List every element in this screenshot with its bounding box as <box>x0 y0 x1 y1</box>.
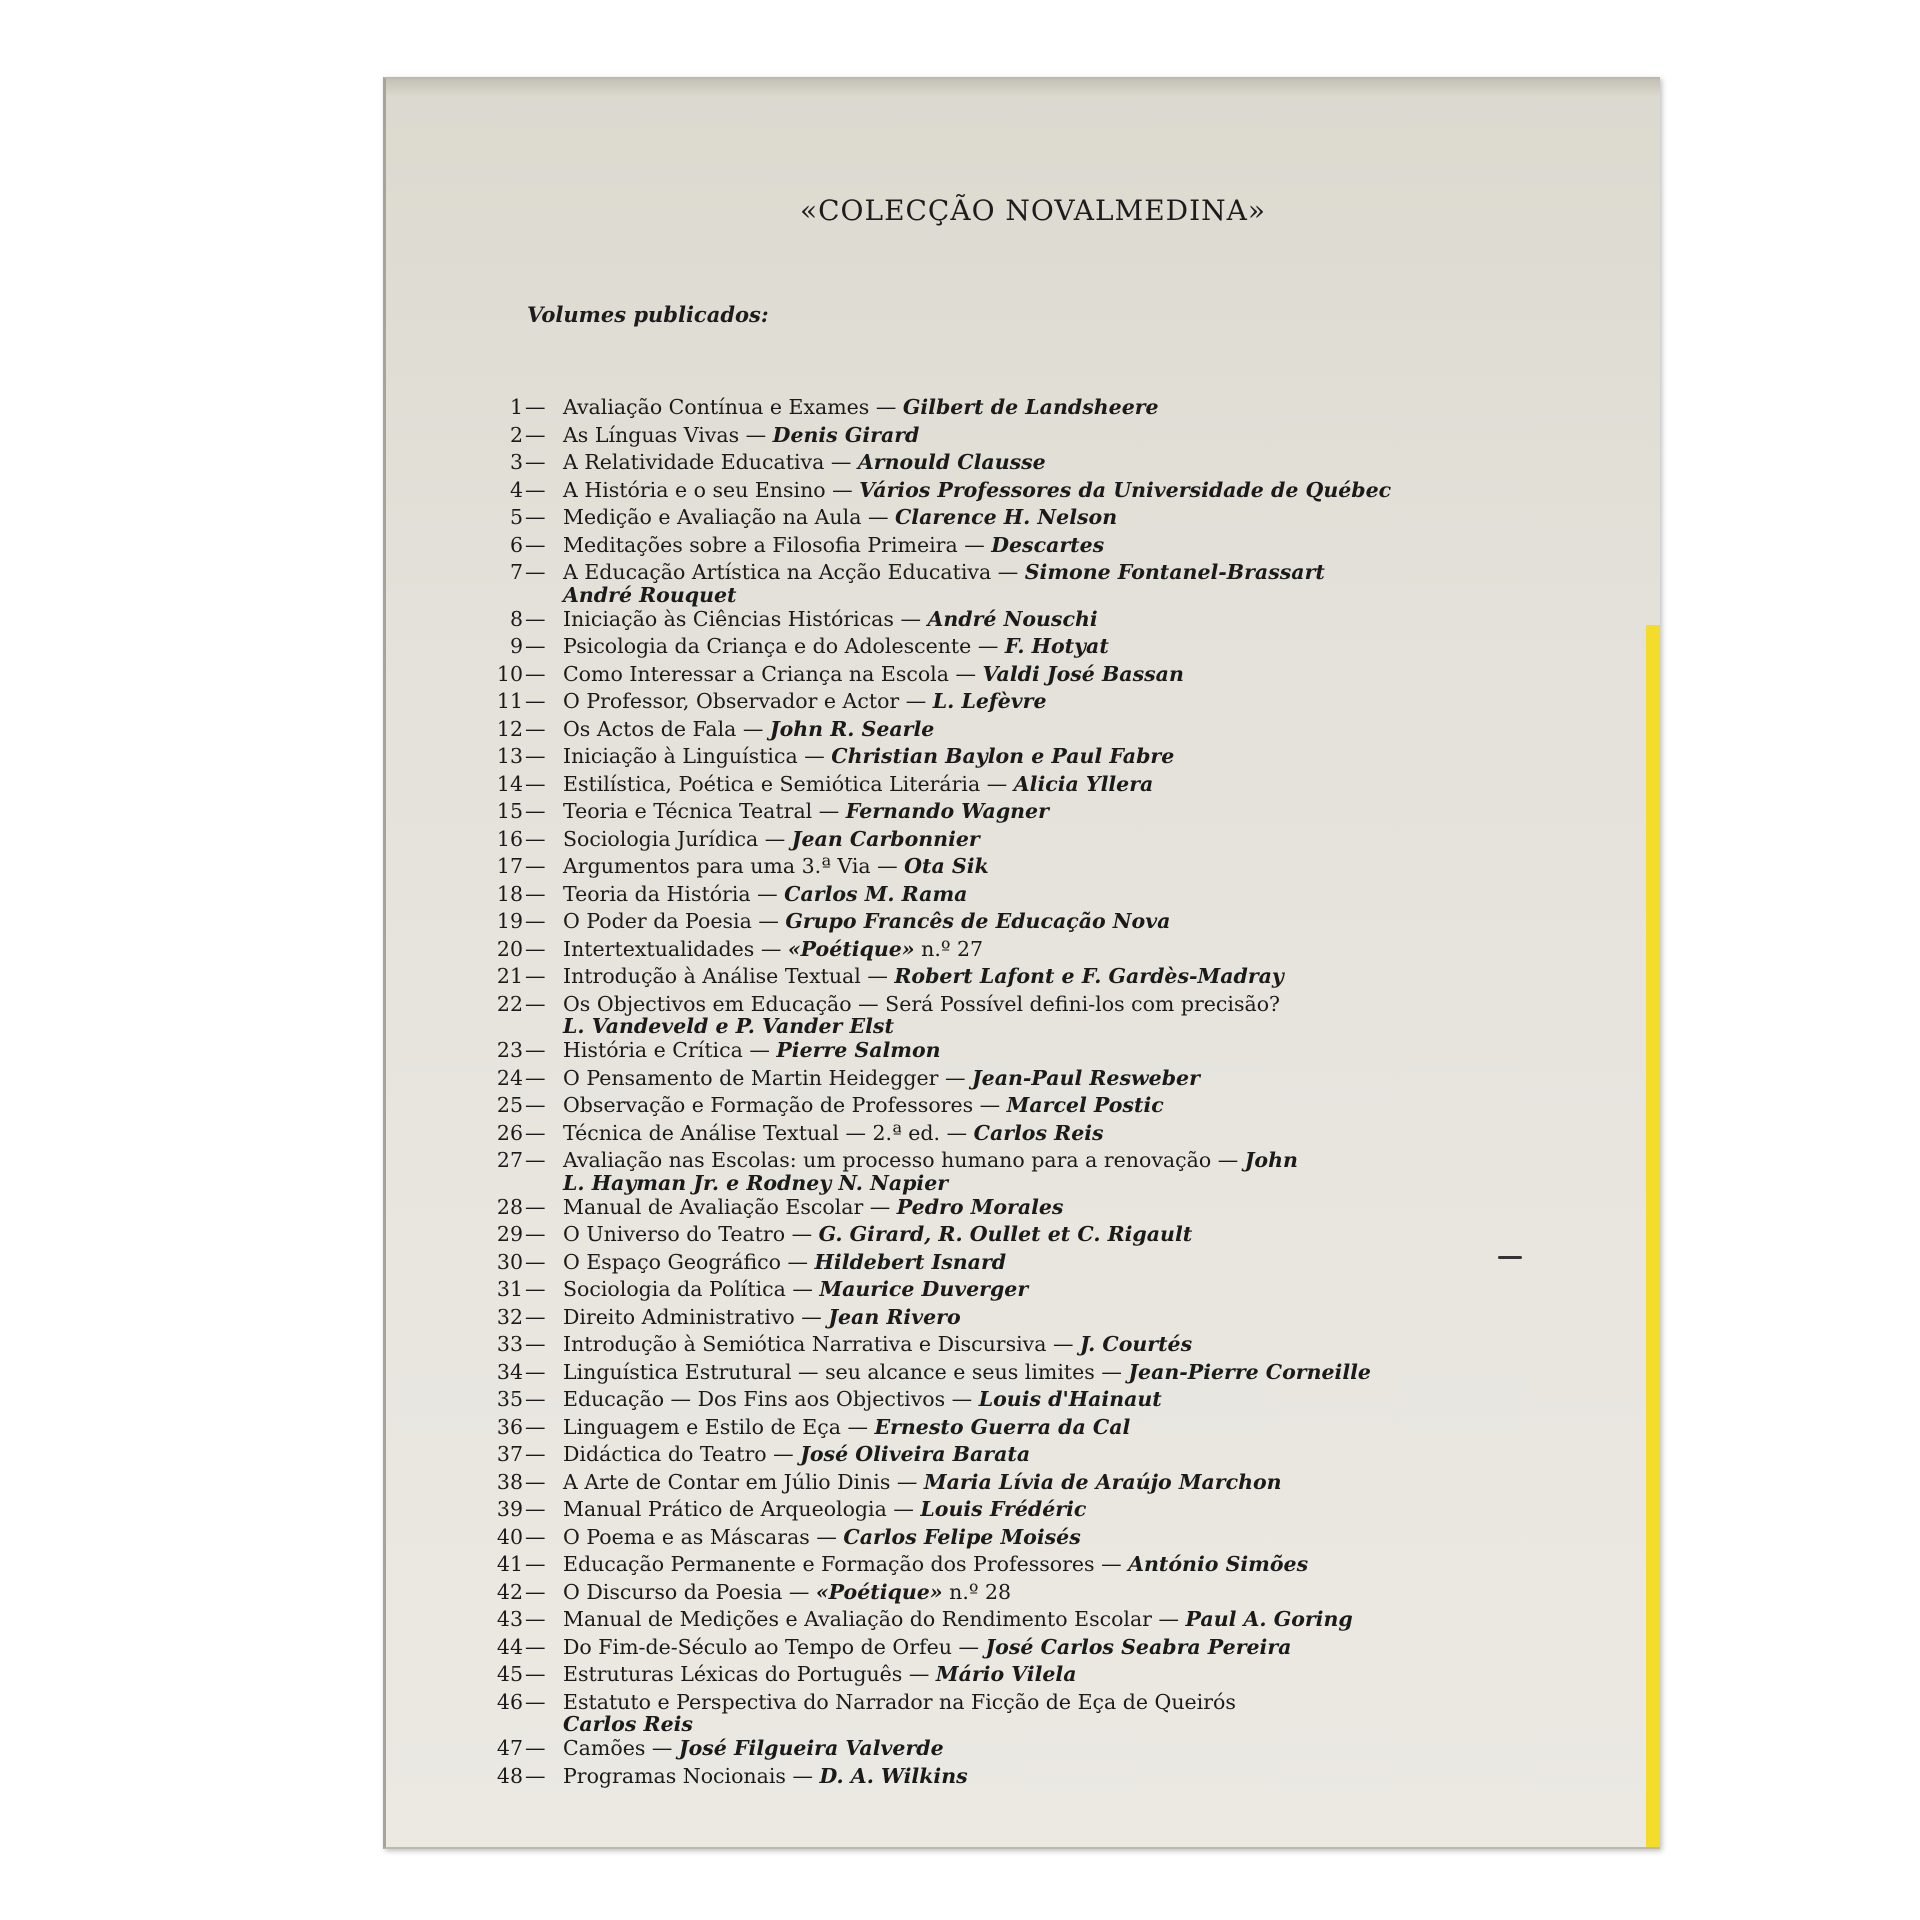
list-item <box>479 743 1479 771</box>
volume-number: 40 <box>496 1524 523 1549</box>
volume-author-continued: L. Vandeveld e P. Vander Elst <box>563 1014 894 1038</box>
list-item <box>479 688 1479 716</box>
separator-dash: — <box>525 716 546 741</box>
list-item <box>479 1331 1479 1359</box>
volume-number: 44 <box>496 1634 523 1659</box>
volume-number: 25 <box>496 1093 523 1117</box>
volume-author: Gilbert de Landsheere <box>902 395 1159 419</box>
list-item <box>479 1634 1479 1662</box>
book-back-cover <box>383 77 1660 1849</box>
volume-number: 5 <box>509 505 523 529</box>
title-author-dash: — <box>1094 1359 1129 1384</box>
volume-title: Educação Permanente e Formação dos Professores <box>563 1552 1095 1576</box>
separator-dash: — <box>525 1689 546 1714</box>
separator-dash: — <box>525 606 546 631</box>
separator-dash: — <box>525 422 546 447</box>
volume-author: Robert Lafont e F. Gardès-Madray <box>894 964 1284 988</box>
separator-dash: — <box>525 909 546 933</box>
volume-number: 13 <box>496 744 523 768</box>
volume-title: A Educação Artística na Acção Educativa <box>563 560 992 584</box>
volume-number: 42 <box>496 1579 523 1604</box>
volume-title: Manual de Medições e Avaliação do Rendimento Escolar <box>563 1607 1152 1631</box>
list-item <box>479 1469 1479 1497</box>
title-author-dash: — <box>1046 1332 1080 1356</box>
volume-title: Didáctica do Teatro <box>563 1442 767 1466</box>
list-item <box>479 1414 1479 1442</box>
volume-author: Grupo Francês de Educação Nova <box>785 909 1171 933</box>
volume-author: Arnould Clausse <box>857 450 1046 474</box>
volume-author: Mário Vilela <box>935 1662 1077 1686</box>
list-item <box>479 991 1479 1038</box>
volume-title: Teoria e Técnica Teatral <box>563 799 813 823</box>
title-author-dash: — <box>991 560 1025 584</box>
volume-title: O Espaço Geográfico <box>563 1249 781 1274</box>
title-author-dash: — <box>870 854 905 878</box>
separator-dash: — <box>525 689 546 713</box>
title-author-dash: — <box>1211 1148 1245 1172</box>
volume-number: 38 <box>496 1469 523 1494</box>
volume-number: 31 <box>496 1277 523 1301</box>
volume-number: 33 <box>496 1332 523 1356</box>
separator-dash: — <box>525 1249 546 1274</box>
volume-title: Intertextualidades <box>563 936 755 961</box>
volume-number: 3 <box>509 450 523 474</box>
volume-author: José Carlos Seabra Pereira <box>985 1634 1292 1659</box>
volume-title: As Línguas Vivas <box>563 422 740 447</box>
volume-title: Programas Nocionais <box>563 1763 786 1788</box>
volume-author: D. A. Wilkins <box>819 1763 968 1788</box>
title-author-dash: — <box>739 422 773 447</box>
list-item <box>479 1037 1479 1065</box>
volume-title: A Arte de Contar em Júlio Dinis <box>563 1469 891 1494</box>
title-author-dash: — <box>1094 1552 1129 1576</box>
separator-dash: — <box>525 1497 546 1521</box>
volume-title: Estruturas Léxicas do Português <box>563 1662 903 1686</box>
volume-author: Descartes <box>991 532 1105 557</box>
separator-dash: — <box>525 1387 546 1411</box>
list-item <box>479 771 1479 799</box>
volume-author: Alicia Yllera <box>1013 771 1154 796</box>
separator-dash: — <box>525 826 546 851</box>
volume-number: 39 <box>496 1497 523 1521</box>
separator-dash: — <box>525 661 546 686</box>
volume-number: 6 <box>509 532 523 557</box>
separator-dash: — <box>525 532 546 557</box>
volume-author: António Simões <box>1128 1552 1309 1576</box>
list-item <box>479 1147 1479 1194</box>
volume-author: Paul A. Goring <box>1185 1607 1353 1631</box>
title-author-dash: — <box>945 1387 979 1411</box>
separator-dash: — <box>525 505 546 529</box>
volume-title: O Poder da Poesia <box>563 909 752 933</box>
list-item <box>479 1689 1479 1736</box>
volume-author: André Nouschi <box>927 606 1098 631</box>
volume-author: Christian Baylon e Paul Fabre <box>831 744 1175 768</box>
volume-title: Manual Prático de Arqueologia <box>563 1497 887 1521</box>
title-author-dash: — <box>938 1065 972 1090</box>
volume-title: O Pensamento de Martin Heidegger <box>563 1065 939 1090</box>
title-author-dash: — <box>794 1304 829 1329</box>
volume-number: 43 <box>496 1607 523 1631</box>
list-item <box>479 1304 1479 1332</box>
title-author-dash: — <box>645 1736 679 1760</box>
title-author-dash: — <box>886 1497 921 1521</box>
title-author-dash: — <box>971 634 1005 658</box>
separator-dash: — <box>525 1736 546 1760</box>
title-author-dash: — <box>782 1579 816 1604</box>
title-author-dash: — <box>812 799 846 823</box>
title-author-dash: — <box>785 1222 819 1246</box>
separator-dash: — <box>525 1579 546 1604</box>
volume-title: Argumentos para uma 3.ª Via <box>563 854 871 878</box>
volume-title: Técnica de Análise Textual — 2.ª ed. <box>563 1120 941 1145</box>
volume-number: 16 <box>496 826 523 851</box>
title-author-dash: — <box>1152 1607 1186 1631</box>
title-author-dash: — <box>797 744 832 768</box>
volume-number: 23 <box>496 1038 523 1062</box>
list-item <box>479 532 1479 560</box>
separator-dash: — <box>525 744 546 768</box>
volume-title: Iniciação à Linguística <box>563 744 798 768</box>
volume-author: G. Girard, R. Oullet et C. Rigault <box>818 1222 1193 1246</box>
volume-author: Vários Professores da Universidade de Québec <box>859 477 1392 502</box>
list-item <box>479 1763 1479 1791</box>
list-item <box>479 881 1479 909</box>
title-author-dash: — <box>758 826 792 851</box>
separator-dash: — <box>525 1222 546 1246</box>
volume-author: Jean-Paul Resweber <box>971 1065 1200 1090</box>
title-author-dash: — <box>751 909 786 933</box>
separator-dash: — <box>525 1038 546 1062</box>
title-author-dash: — <box>861 505 895 529</box>
volume-title: Do Fim-de-Século ao Tempo de Orfeu <box>563 1634 952 1659</box>
volume-title: Os Objectivos em Educação — Será Possível defini-los com precisão? <box>563 991 1281 1016</box>
volume-author: John R. Searle <box>769 716 935 741</box>
volume-number: 8 <box>509 606 523 631</box>
volume-number: 47 <box>496 1736 523 1760</box>
title-author-dash: — <box>736 716 770 741</box>
volume-author: Carlos Reis <box>973 1120 1104 1145</box>
title-author-dash: — <box>860 964 895 988</box>
volume-title: Direito Administrativo <box>563 1304 795 1329</box>
list-item <box>479 394 1479 422</box>
list-item <box>479 1386 1479 1414</box>
volume-issue: n.º 28 <box>942 1579 1012 1604</box>
print-blemish <box>1498 1256 1522 1259</box>
volume-author: Denis Girard <box>772 422 920 447</box>
volume-number: 46 <box>496 1689 523 1714</box>
volume-number: 17 <box>496 854 523 878</box>
separator-dash: — <box>525 450 546 474</box>
title-author-dash: — <box>957 532 992 557</box>
separator-dash: — <box>525 477 546 502</box>
volume-title: Linguística Estrutural — seu alcance e seus limites <box>563 1359 1095 1384</box>
volume-title: Medição e Avaliação na Aula <box>563 505 862 529</box>
title-author-dash: — <box>840 1414 875 1439</box>
volume-author-continued: André Rouquet <box>563 582 737 607</box>
volume-author: Louis Frédéric <box>920 1497 1087 1521</box>
volume-number: 20 <box>496 936 523 961</box>
separator-dash: — <box>525 936 546 961</box>
separator-dash: — <box>525 1763 546 1788</box>
separator-dash: — <box>525 1552 546 1576</box>
separator-dash: — <box>525 1607 546 1631</box>
volume-author: Fernando Wagner <box>845 799 1049 823</box>
volume-author: Jean Rivero <box>828 1304 961 1329</box>
list-item <box>479 1551 1479 1579</box>
volume-title: Linguagem e Estilo de Eça <box>563 1414 841 1439</box>
list-item <box>479 1524 1479 1552</box>
volume-author-continued: L. Hayman Jr. e Rodney N. Napier <box>563 1170 949 1195</box>
volume-author: Simone Fontanel-Brassart <box>1024 560 1325 584</box>
volume-title: A Relatividade Educativa <box>563 450 825 474</box>
list-item <box>479 1735 1479 1763</box>
separator-dash: — <box>525 964 546 988</box>
separator-dash: — <box>525 771 546 796</box>
volume-number: 27 <box>496 1148 523 1172</box>
volume-author: Marcel Postic <box>1006 1093 1164 1117</box>
separator-dash: — <box>525 1662 546 1686</box>
list-item <box>479 504 1479 532</box>
title-author-dash: — <box>863 1194 897 1219</box>
volume-number: 34 <box>496 1359 523 1384</box>
volume-number: 24 <box>496 1065 523 1090</box>
volume-number: 28 <box>496 1194 523 1219</box>
volume-author: L. Lefèvre <box>932 689 1047 713</box>
volume-author: Jean Carbonnier <box>791 826 980 851</box>
list-item <box>479 716 1479 744</box>
volume-number: 29 <box>496 1222 523 1246</box>
volumes-label: Volumes publicados: <box>527 302 769 327</box>
volume-title: Avaliação Contínua e Exames <box>563 395 870 419</box>
list-item <box>479 826 1479 854</box>
volume-number: 35 <box>496 1387 523 1411</box>
volume-number: 12 <box>496 716 523 741</box>
volume-number: 32 <box>496 1304 523 1329</box>
volume-number: 26 <box>496 1120 523 1145</box>
volume-title: Avaliação nas Escolas: um processo humano para a renovação <box>563 1148 1212 1172</box>
volume-author: José Oliveira Barata <box>800 1442 1031 1466</box>
separator-dash: — <box>525 799 546 823</box>
title-author-dash: — <box>785 1763 820 1788</box>
title-author-dash: — <box>948 661 983 686</box>
volume-title: Educação — Dos Fins aos Objectivos <box>563 1387 946 1411</box>
separator-dash: — <box>525 1634 546 1659</box>
volume-author: Jean-Pierre Corneille <box>1128 1359 1371 1384</box>
volume-author: Valdi José Bassan <box>982 661 1184 686</box>
volume-author: José Filgueira Valverde <box>678 1736 944 1760</box>
title-author-dash: — <box>890 1469 924 1494</box>
title-author-dash: — <box>951 1634 986 1659</box>
list-item <box>479 908 1479 936</box>
volume-author: Pierre Salmon <box>776 1038 941 1062</box>
volume-title: Psicologia da Criança e do Adolescente <box>563 634 972 658</box>
volume-author: J. Courtés <box>1080 1332 1193 1356</box>
volume-title: Estilística, Poética e Semiótica Literária <box>563 771 981 796</box>
volume-title: Introdução à Semiótica Narrativa e Discursiva <box>563 1332 1047 1356</box>
list-item <box>479 1249 1479 1277</box>
list-item <box>479 1359 1479 1387</box>
list-item <box>479 422 1479 450</box>
volume-title: Manual de Avaliação Escolar <box>563 1194 864 1219</box>
volume-title: Como Interessar a Criança na Escola <box>563 661 949 686</box>
volume-author-continued: Carlos Reis <box>563 1712 693 1736</box>
volume-title: A História e o seu Ensino <box>563 477 826 502</box>
separator-dash: — <box>525 854 546 878</box>
volume-title: Observação e Formação de Professores <box>563 1093 974 1117</box>
separator-dash: — <box>525 1442 546 1466</box>
volume-title: O Professor, Observador e Actor <box>563 689 900 713</box>
volume-title: Estatuto e Perspectiva do Narrador na Ficção de Eça de Queirós <box>563 1689 1236 1714</box>
list-item <box>479 661 1479 689</box>
separator-dash: — <box>525 1304 546 1329</box>
title-author-dash: — <box>750 881 785 906</box>
volume-author: Ota Sik <box>904 854 989 878</box>
list-item <box>479 1065 1479 1093</box>
volume-author: Louis d'Hainaut <box>978 1387 1162 1411</box>
volume-author: Ernesto Guerra da Cal <box>874 1414 1131 1439</box>
separator-dash: — <box>525 1414 546 1439</box>
volume-number: 22 <box>496 991 523 1016</box>
series-title: «COLECÇÃO NOVALMEDINA» <box>799 194 1267 227</box>
volume-title: Os Actos de Fala <box>563 716 737 741</box>
volume-author: Carlos M. Rama <box>784 881 968 906</box>
volume-number: 37 <box>496 1442 523 1466</box>
volume-title: O Discurso da Poesia <box>563 1579 783 1604</box>
separator-dash: — <box>525 1194 546 1219</box>
volume-title: Teoria da História <box>563 881 751 906</box>
list-item <box>479 1221 1479 1249</box>
list-item <box>479 1120 1479 1148</box>
title-author-dash: — <box>785 1277 820 1301</box>
title-author-dash: — <box>973 1093 1007 1117</box>
list-item <box>479 853 1479 881</box>
list-item <box>479 1661 1479 1689</box>
title-author-dash: — <box>980 771 1014 796</box>
volume-number: 30 <box>496 1249 523 1274</box>
title-author-dash: — <box>780 1249 815 1274</box>
title-author-dash: — <box>742 1038 777 1062</box>
title-author-dash: — <box>899 689 933 713</box>
list-item <box>479 633 1479 661</box>
title-author-dash: — <box>754 936 788 961</box>
title-author-dash: — <box>825 477 860 502</box>
volume-list <box>479 394 1479 1790</box>
list-item <box>479 798 1479 826</box>
volume-number: 41 <box>496 1552 523 1576</box>
separator-dash: — <box>525 560 546 584</box>
volume-title: Introdução à Análise Textual <box>563 964 861 988</box>
volume-author: Clarence H. Nelson <box>894 505 1118 529</box>
volume-number: 11 <box>496 689 523 713</box>
list-item <box>479 1441 1479 1469</box>
separator-dash: — <box>525 395 546 419</box>
separator-dash: — <box>525 1469 546 1494</box>
volume-number: 1 <box>509 395 523 419</box>
volume-author: Maurice Duverger <box>819 1277 1029 1301</box>
separator-dash: — <box>525 1120 546 1145</box>
separator-dash: — <box>525 1332 546 1356</box>
volume-number: 2 <box>509 422 523 447</box>
volume-issue: n.º 27 <box>914 936 984 961</box>
separator-dash: — <box>525 1277 546 1301</box>
title-author-dash: — <box>940 1120 974 1145</box>
list-item <box>479 1092 1479 1120</box>
volume-number: 4 <box>509 477 523 502</box>
volume-title: Iniciação às Ciências Históricas <box>563 606 894 631</box>
volume-author: Maria Lívia de Araújo Marchon <box>923 1469 1282 1494</box>
volume-number: 9 <box>509 634 523 658</box>
volume-author: F. Hotyat <box>1004 634 1109 658</box>
volume-number: 21 <box>496 964 523 988</box>
title-author-dash: — <box>809 1524 844 1549</box>
title-author-dash: — <box>824 450 858 474</box>
spine-yellow-strip <box>1646 625 1660 1847</box>
volume-author: Pedro Morales <box>896 1194 1064 1219</box>
volume-number: 36 <box>496 1414 523 1439</box>
list-item <box>479 1194 1479 1222</box>
volume-title: Meditações sobre a Filosofia Primeira <box>563 532 958 557</box>
volume-number: 10 <box>496 661 523 686</box>
separator-dash: — <box>525 1093 546 1117</box>
volume-title: O Universo do Teatro <box>563 1222 786 1246</box>
list-item <box>479 1276 1479 1304</box>
volume-number: 7 <box>509 560 523 584</box>
separator-dash: — <box>525 1359 546 1384</box>
volume-title: Sociologia da Política <box>563 1277 786 1301</box>
volume-number: 45 <box>496 1662 523 1686</box>
volume-author: John <box>1244 1148 1298 1172</box>
volume-number: 18 <box>496 881 523 906</box>
list-item <box>479 477 1479 505</box>
title-author-dash: — <box>766 1442 801 1466</box>
volume-title: Sociologia Jurídica <box>563 826 759 851</box>
list-item <box>479 449 1479 477</box>
volume-author: «Poétique» <box>815 1579 943 1604</box>
list-item <box>479 1579 1479 1607</box>
separator-dash: — <box>525 634 546 658</box>
volume-title: O Poema e as Máscaras <box>563 1524 810 1549</box>
list-item <box>479 963 1479 991</box>
volume-number: 14 <box>496 771 523 796</box>
volume-author: Hildebert Isnard <box>814 1249 1007 1274</box>
separator-dash: — <box>525 1148 546 1172</box>
volume-number: 19 <box>496 909 523 933</box>
title-author-dash: — <box>893 606 928 631</box>
list-item <box>479 1496 1479 1524</box>
volume-author: «Poétique» <box>787 936 915 961</box>
list-item <box>479 559 1479 606</box>
cover-wear <box>386 79 1660 97</box>
separator-dash: — <box>525 1524 546 1549</box>
title-author-dash: — <box>869 395 903 419</box>
separator-dash: — <box>525 881 546 906</box>
volume-title: Camões <box>563 1736 646 1760</box>
list-item <box>479 936 1479 964</box>
list-item <box>479 1606 1479 1634</box>
title-author-dash: — <box>902 1662 936 1686</box>
separator-dash: — <box>525 1065 546 1090</box>
volume-number: 15 <box>496 799 523 823</box>
separator-dash: — <box>525 991 546 1016</box>
volume-number: 48 <box>496 1763 523 1788</box>
volume-author: Carlos Felipe Moisés <box>843 1524 1081 1549</box>
list-item <box>479 606 1479 634</box>
volume-title: História e Crítica <box>563 1038 743 1062</box>
